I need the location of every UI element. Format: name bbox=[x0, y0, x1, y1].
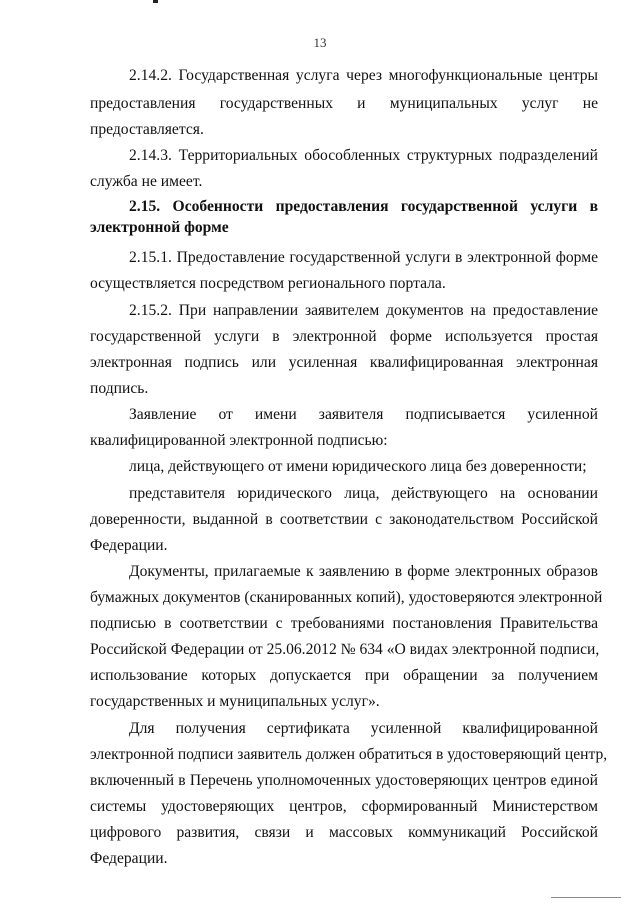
paragraph-certificate-line-5: цифрового развития, связи и массовых коммуникаций Российской bbox=[90, 824, 598, 841]
paragraph-representative-line-2: доверенности, выданной в соответствии с законодательством Российской bbox=[90, 511, 598, 528]
paragraph-2-14-3-line-1: 2.14.3. Территориальных обособленных структурных подразделений bbox=[129, 147, 598, 164]
paragraph-representative-line-3: Федерации. bbox=[90, 537, 168, 554]
paragraph-2-14-2-line-1: 2.14.2. Государственная услуга через многофункциональные центры bbox=[129, 67, 598, 84]
paragraph-certificate-line-2: электронной подписи заявитель должен обратиться в удостоверяющий центр, bbox=[90, 746, 608, 763]
paragraph-documents-line-4: Российской Федерации от 25.06.2012 № 634 «О видах электронной подписи, bbox=[90, 641, 600, 658]
paragraph-certificate-line-4: системы удостоверяющих центров, сформированный Министерством bbox=[90, 798, 598, 815]
paragraph-documents-line-5: использование которых допускается при обращении за получением bbox=[90, 667, 598, 684]
paragraph-documents-line-6: государственных и муниципальных услуг». bbox=[90, 693, 380, 710]
paragraph-2-15-2-line-3: электронная подпись или усиленная квалифицированная электронная bbox=[90, 354, 598, 371]
paragraph-2-15-1-line-2: осуществляется посредством регионального портала. bbox=[90, 275, 446, 292]
paragraph-2-15-2-line-1: 2.15.2. При направлении заявителем документов на предоставление bbox=[129, 302, 598, 319]
scan-edge-line bbox=[551, 897, 621, 898]
paragraph-2-15-2-line-4: подпись. bbox=[90, 380, 149, 397]
paragraph-certificate-line-3: включенный в Перечень уполномоченных удостоверяющих центров единой bbox=[90, 772, 598, 789]
paragraph-signature-line-2: квалифицированной электронной подписью: bbox=[90, 432, 388, 449]
paragraph-documents-line-2: бумажных документов (сканированных копий), удостоверяются электронной bbox=[90, 589, 603, 606]
section-heading-2-15-line-1: 2.15. Особенности предоставления государственной услуги в bbox=[129, 198, 598, 215]
paragraph-documents-line-3: подписью в соответствии с требованиями постановления Правительства bbox=[90, 615, 598, 632]
scan-artifact-mark bbox=[153, 0, 158, 3]
paragraph-2-14-3-line-2: служба не имеет. bbox=[90, 173, 203, 190]
paragraph-2-14-2-line-3: предоставляется. bbox=[90, 121, 204, 138]
paragraph-2-15-1-line-1: 2.15.1. Предоставление государственной услуги в электронной форме bbox=[129, 249, 598, 266]
paragraph-documents-line-1: Документы, прилагаемые к заявлению в форме электронных образов bbox=[129, 563, 598, 580]
paragraph-signature-line-1: Заявление от имени заявителя подписывается усиленной bbox=[129, 406, 598, 423]
paragraph-representative-line-1: представителя юридического лица, действующего на основании bbox=[129, 485, 598, 502]
section-heading-2-15-line-2: электронной форме bbox=[90, 219, 229, 236]
paragraph-person-line-1: лица, действующего от имени юридического лица без доверенности; bbox=[129, 458, 587, 475]
page-number: 13 bbox=[313, 35, 327, 50]
paragraph-2-14-2-line-2: предоставления государственных и муниципальных услуг не bbox=[90, 95, 598, 112]
paragraph-2-15-2-line-2: государственной услуги в электронной форме используется простая bbox=[90, 328, 598, 345]
paragraph-certificate-line-6: Федерации. bbox=[90, 850, 168, 867]
paragraph-certificate-line-1: Для получения сертификата усиленной квалифицированной bbox=[129, 720, 598, 737]
